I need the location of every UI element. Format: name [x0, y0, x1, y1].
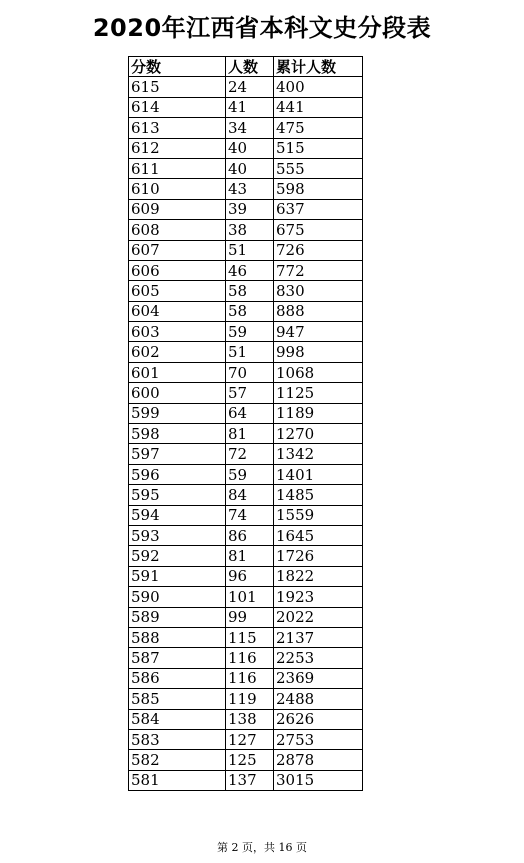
- table-row: [129, 179, 363, 199]
- table-row: [129, 158, 363, 178]
- cumulative-cell: 1270: [274, 424, 363, 444]
- score-cell: 586: [129, 668, 226, 688]
- score-cell: 606: [129, 260, 226, 280]
- score-table: [128, 56, 363, 791]
- cumulative-cell: 2022: [274, 607, 363, 627]
- cumulative-cell: 1559: [274, 505, 363, 525]
- cumulative-cell: 555: [274, 158, 363, 178]
- cumulative-cell: 2488: [274, 689, 363, 709]
- count-cell: 127: [226, 729, 274, 749]
- score-cell: 584: [129, 709, 226, 729]
- score-cell: 581: [129, 770, 226, 790]
- count-cell: 74: [226, 505, 274, 525]
- count-cell: 43: [226, 179, 274, 199]
- count-cell: 115: [226, 627, 274, 647]
- cumulative-cell: 2137: [274, 627, 363, 647]
- score-cell: 602: [129, 342, 226, 362]
- count-cell: 119: [226, 689, 274, 709]
- table-row: [129, 424, 363, 444]
- cumulative-cell: 2369: [274, 668, 363, 688]
- cumulative-cell: 888: [274, 301, 363, 321]
- score-cell: 593: [129, 525, 226, 545]
- count-cell: 58: [226, 301, 274, 321]
- table-row: [129, 444, 363, 464]
- table-row: [129, 362, 363, 382]
- table-row: [129, 709, 363, 729]
- cumulative-cell: 772: [274, 260, 363, 280]
- cumulative-cell: 1401: [274, 464, 363, 484]
- count-cell: 96: [226, 566, 274, 586]
- count-cell: 34: [226, 118, 274, 138]
- count-cell: 81: [226, 424, 274, 444]
- cumulative-cell: 1068: [274, 362, 363, 382]
- cumulative-cell: 637: [274, 199, 363, 219]
- score-cell: 595: [129, 485, 226, 505]
- score-cell: 609: [129, 199, 226, 219]
- score-cell: 611: [129, 158, 226, 178]
- table-row: [129, 668, 363, 688]
- score-cell: 605: [129, 281, 226, 301]
- score-cell: 614: [129, 97, 226, 117]
- table-row: [129, 220, 363, 240]
- count-cell: 40: [226, 158, 274, 178]
- cumulative-cell: 3015: [274, 770, 363, 790]
- cumulative-cell: 947: [274, 322, 363, 342]
- score-cell: 599: [129, 403, 226, 423]
- table-row: [129, 464, 363, 484]
- table-row: [129, 260, 363, 280]
- cumulative-cell: 2878: [274, 750, 363, 770]
- count-cell: 41: [226, 97, 274, 117]
- cumulative-cell: 1822: [274, 566, 363, 586]
- table-row: [129, 383, 363, 403]
- score-cell: 590: [129, 587, 226, 607]
- count-cell: 86: [226, 525, 274, 545]
- score-cell: 582: [129, 750, 226, 770]
- page-title: 2020年江西省本科文史分段表: [92, 14, 432, 42]
- count-cell: 51: [226, 342, 274, 362]
- count-cell: 125: [226, 750, 274, 770]
- cumulative-cell: 1342: [274, 444, 363, 464]
- count-cell: 72: [226, 444, 274, 464]
- table-row: [129, 118, 363, 138]
- count-cell: 59: [226, 322, 274, 342]
- cumulative-cell: 400: [274, 77, 363, 97]
- cumulative-cell: 1125: [274, 383, 363, 403]
- cumulative-cell: 2626: [274, 709, 363, 729]
- count-cell: 58: [226, 281, 274, 301]
- count-cell: 116: [226, 668, 274, 688]
- cumulative-cell: 1645: [274, 525, 363, 545]
- cumulative-cell: 675: [274, 220, 363, 240]
- count-cell: 46: [226, 260, 274, 280]
- cumulative-cell: 1923: [274, 587, 363, 607]
- count-cell: 137: [226, 770, 274, 790]
- score-cell: 592: [129, 546, 226, 566]
- count-cell: 138: [226, 709, 274, 729]
- cumulative-cell: 998: [274, 342, 363, 362]
- header-count: 人数: [226, 57, 274, 77]
- score-cell: 615: [129, 77, 226, 97]
- score-cell: 598: [129, 424, 226, 444]
- count-cell: 57: [226, 383, 274, 403]
- cumulative-cell: 475: [274, 118, 363, 138]
- score-cell: 600: [129, 383, 226, 403]
- table-row: [129, 770, 363, 790]
- table-row: [129, 138, 363, 158]
- table-row: [129, 627, 363, 647]
- score-cell: 607: [129, 240, 226, 260]
- count-cell: 38: [226, 220, 274, 240]
- table-row: [129, 750, 363, 770]
- cumulative-cell: 1485: [274, 485, 363, 505]
- header-score: 分数: [129, 57, 226, 77]
- score-cell: 596: [129, 464, 226, 484]
- table-row: [129, 485, 363, 505]
- cumulative-cell: 515: [274, 138, 363, 158]
- table-row: [129, 525, 363, 545]
- table-row: [129, 648, 363, 668]
- score-cell: 587: [129, 648, 226, 668]
- score-cell: 588: [129, 627, 226, 647]
- table-row: [129, 322, 363, 342]
- table-row: [129, 240, 363, 260]
- score-cell: 591: [129, 566, 226, 586]
- page-footer: 第 2 页，共 16 页: [217, 841, 307, 854]
- count-cell: 84: [226, 485, 274, 505]
- score-cell: 613: [129, 118, 226, 138]
- table-row: [129, 97, 363, 117]
- count-cell: 81: [226, 546, 274, 566]
- count-cell: 99: [226, 607, 274, 627]
- table-row: [129, 607, 363, 627]
- table-row: [129, 342, 363, 362]
- score-cell: 608: [129, 220, 226, 240]
- table-row: [129, 587, 363, 607]
- score-cell: 610: [129, 179, 226, 199]
- score-cell: 612: [129, 138, 226, 158]
- score-cell: 603: [129, 322, 226, 342]
- count-cell: 101: [226, 587, 274, 607]
- count-cell: 64: [226, 403, 274, 423]
- table-row: [129, 546, 363, 566]
- table-row: [129, 403, 363, 423]
- cumulative-cell: 1726: [274, 546, 363, 566]
- score-cell: 594: [129, 505, 226, 525]
- score-cell: 583: [129, 729, 226, 749]
- count-cell: 59: [226, 464, 274, 484]
- table-row: [129, 301, 363, 321]
- cumulative-cell: 726: [274, 240, 363, 260]
- count-cell: 39: [226, 199, 274, 219]
- score-cell: 589: [129, 607, 226, 627]
- table-row: [129, 729, 363, 749]
- cumulative-cell: 1189: [274, 403, 363, 423]
- cumulative-cell: 598: [274, 179, 363, 199]
- table-row: [129, 199, 363, 219]
- count-cell: 51: [226, 240, 274, 260]
- score-cell: 597: [129, 444, 226, 464]
- score-cell: 601: [129, 362, 226, 382]
- cumulative-cell: 441: [274, 97, 363, 117]
- table-row: [129, 77, 363, 97]
- header-cumulative: 累计人数: [274, 57, 363, 77]
- table-row: [129, 689, 363, 709]
- table-header-row: [129, 57, 363, 77]
- table-row: [129, 505, 363, 525]
- count-cell: 70: [226, 362, 274, 382]
- score-cell: 604: [129, 301, 226, 321]
- count-cell: 116: [226, 648, 274, 668]
- cumulative-cell: 2753: [274, 729, 363, 749]
- cumulative-cell: 2253: [274, 648, 363, 668]
- score-cell: 585: [129, 689, 226, 709]
- cumulative-cell: 830: [274, 281, 363, 301]
- table-row: [129, 281, 363, 301]
- count-cell: 24: [226, 77, 274, 97]
- table-row: [129, 566, 363, 586]
- count-cell: 40: [226, 138, 274, 158]
